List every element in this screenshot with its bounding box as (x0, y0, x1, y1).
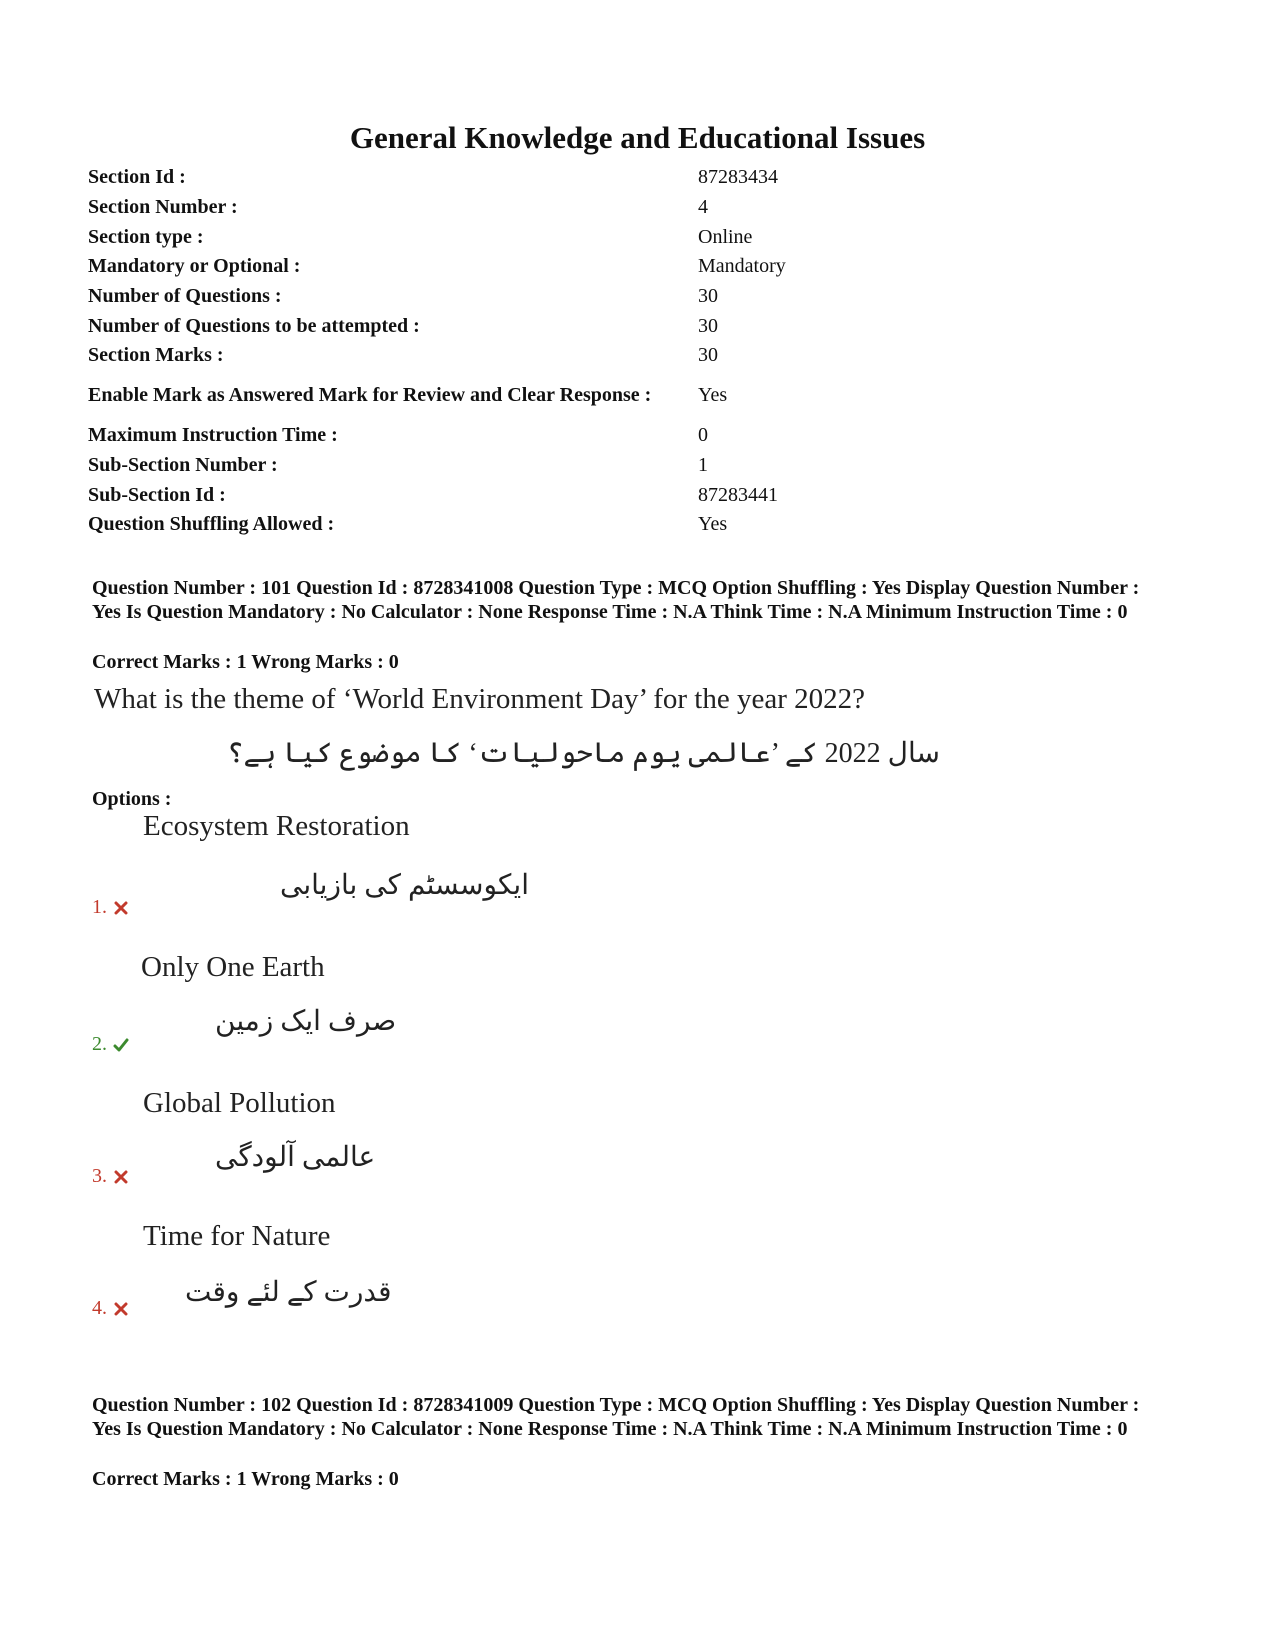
info-value: Yes (698, 384, 728, 407)
info-value: Online (698, 225, 753, 248)
info-value: 1 (698, 453, 708, 476)
info-label: Section Number : (88, 196, 238, 219)
option-1-marker (92, 896, 129, 919)
info-label: Section Marks : (88, 344, 224, 367)
question-101-marks: Correct Marks : 1 Wrong Marks : 0 (92, 651, 399, 673)
option-2-marker (92, 1033, 129, 1056)
info-label: Maximum Instruction Time : (88, 424, 338, 447)
option-2-text-english: Only One Earth (141, 951, 325, 983)
option-3-text-urdu: عالمی آلودگی (215, 1142, 376, 1173)
info-value: 4 (698, 196, 708, 219)
info-label: Enable Mark as Answered Mark for Review and Clear Response : (88, 384, 652, 407)
question-102-meta: Question Number : 102 Question Id : 8728341009 Question Type : MCQ Option Shuffling : Yes Display Question Number : Yes Is Question Mandatory : No Calculator : None Response Time : N.A Think Time : N.A Minimum Instruction Time : 0 (92, 1394, 1140, 1440)
option-number: 3. (92, 1165, 107, 1187)
info-row-section-number (88, 193, 1188, 223)
info-label: Question Shuffling Allowed : (88, 513, 335, 536)
option-3-marker (92, 1165, 129, 1188)
info-row-section-type (88, 222, 1188, 252)
option-2-text-urdu: صرف ایک زمین (215, 1006, 397, 1037)
option-number: 2. (92, 1033, 107, 1055)
info-label: Sub-Section Id : (88, 483, 226, 506)
info-row-enable-mark-answered (88, 371, 1188, 421)
info-value: Yes (698, 513, 728, 536)
info-value: 30 (698, 285, 718, 308)
option-4-marker (92, 1297, 129, 1320)
option-4-text-urdu: قدرت کے لئے وقت (185, 1277, 392, 1308)
info-value: Mandatory (698, 255, 786, 278)
options-label: Options : (92, 788, 172, 810)
info-row-section-marks (88, 341, 1188, 371)
question-101-text-urdu: سال 2022 کے ’عالمی یوم ماحولیات‘ کا موضوع کیا ہے؟ (227, 738, 940, 769)
question-102-marks: Correct Marks : 1 Wrong Marks : 0 (92, 1468, 399, 1490)
info-row-max-instruction-time (88, 421, 1188, 451)
info-row-number-of-questions (88, 282, 1188, 312)
info-label: Number of Questions : (88, 285, 282, 308)
section-info-table (88, 163, 1188, 540)
cross-icon (113, 1169, 129, 1185)
info-label: Section type : (88, 225, 204, 248)
info-value: 0 (698, 424, 708, 447)
option-4-text-english: Time for Nature (143, 1220, 331, 1252)
info-value: 87283434 (698, 166, 778, 189)
info-row-sub-section-id (88, 480, 1188, 510)
question-101-meta: Question Number : 101 Question Id : 8728341008 Question Type : MCQ Option Shuffling : Yes Display Question Number : Yes Is Question Mandatory : No Calculator : None Response Time : N.A Think Time : N.A Minimum Instruction Time : 0 (92, 577, 1140, 623)
option-3-text-english: Global Pollution (143, 1087, 336, 1119)
cross-icon (113, 1301, 129, 1317)
info-row-questions-to-attempt (88, 311, 1188, 341)
option-1-text-english: Ecosystem Restoration (143, 810, 410, 842)
section-title: General Knowledge and Educational Issues (349, 120, 926, 155)
check-icon (113, 1037, 129, 1053)
info-value: 87283441 (698, 483, 778, 506)
option-1-text-urdu: ایکوسسٹم کی بازیابی (280, 870, 529, 901)
info-row-mandatory (88, 252, 1188, 282)
question-101-text-english: What is the theme of ‘World Environment Day’ for the year 2022? (94, 683, 866, 715)
info-value: 30 (698, 314, 718, 337)
info-row-sub-section-number (88, 451, 1188, 481)
option-number: 4. (92, 1297, 107, 1319)
info-label: Sub-Section Number : (88, 453, 278, 476)
info-row-question-shuffling (88, 510, 1188, 540)
option-number: 1. (92, 896, 107, 918)
info-label: Number of Questions to be attempted : (88, 314, 420, 337)
cross-icon (113, 900, 129, 916)
info-row-section-id (88, 163, 1188, 193)
info-label: Section Id : (88, 166, 186, 189)
info-label: Mandatory or Optional : (88, 255, 301, 278)
info-value: 30 (698, 344, 718, 367)
